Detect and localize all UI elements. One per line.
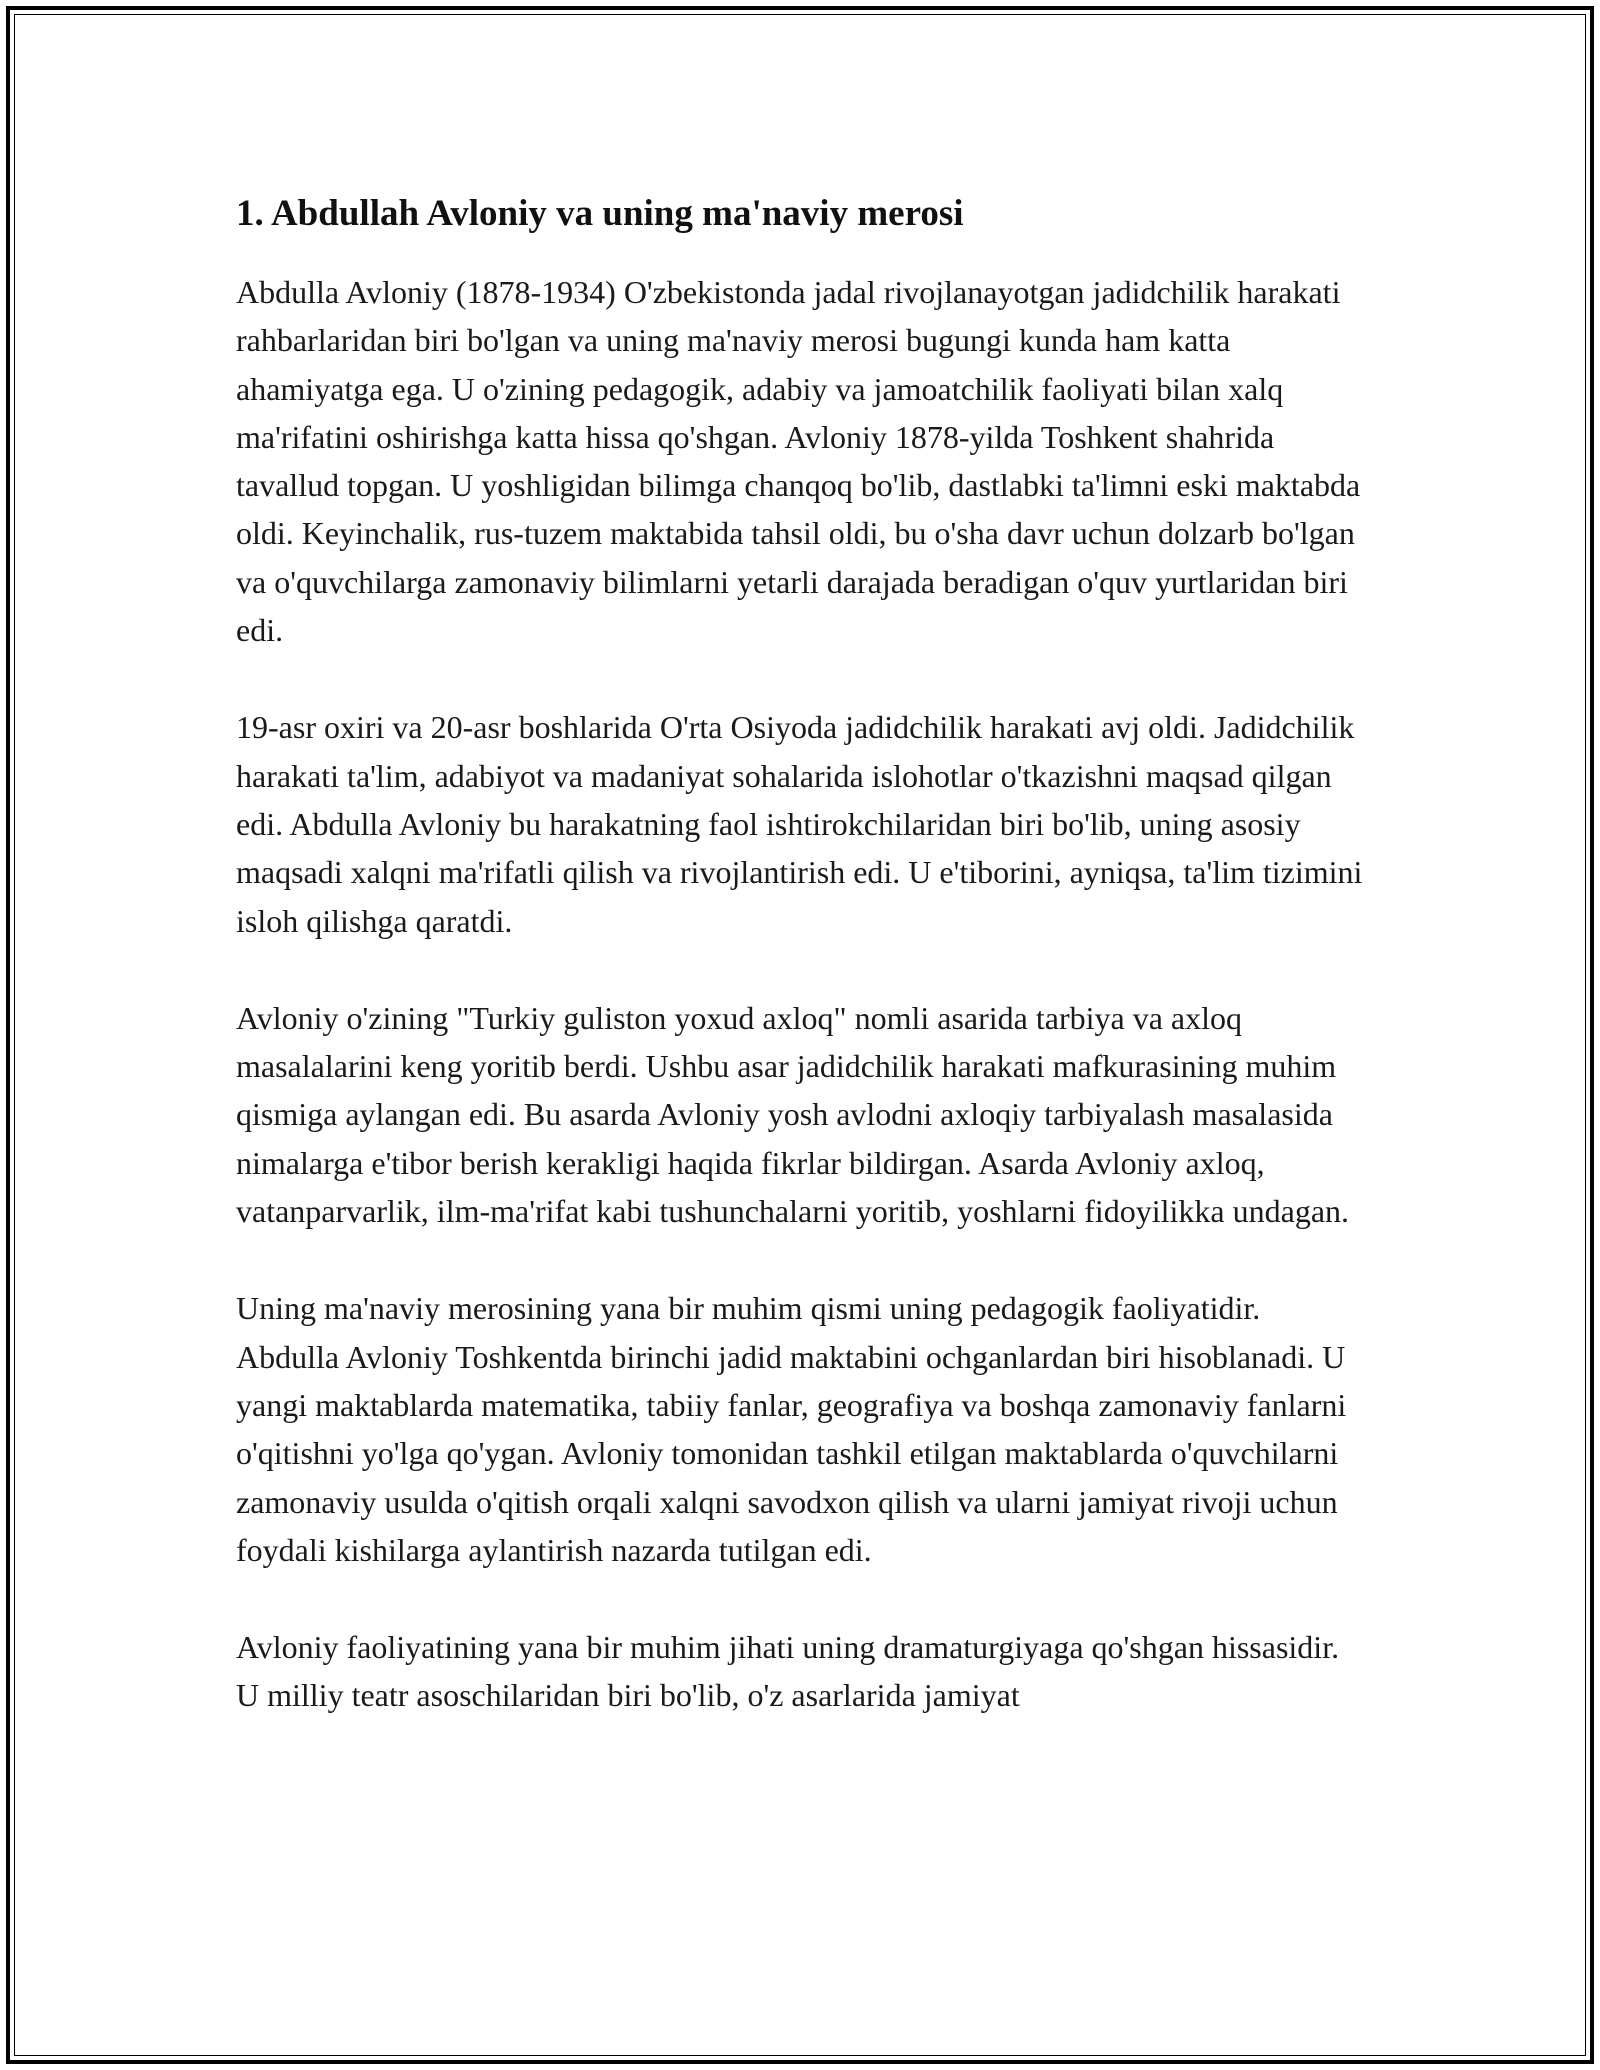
document-body [236, 188, 1366, 1720]
paragraph-4: Uning ma'naviy merosining yana bir muhim qismi uning pedagogik faoliyatidir. Abdulla Avloniy Toshkentda birinchi jadid maktabini ochganlardan biri hisoblanadi. U yangi maktablarda matematika, tabiiy fanlar, geografiya va boshqa zamonaviy fanlarni o'qitishni yo'lga qo'ygan. Avloniy tomonidan tashkil etilgan maktablarda o'quvchilarni zamonaviy usulda o'qitish orqali xalqni savodxon qilish va ularni jamiyat rivoji uchun foydali kishilarga aylantirish nazarda tutilgan edi. [236, 1290, 1347, 1568]
paragraph-2: 19-asr oxiri va 20-asr boshlarida O'rta Osiyoda jadidchilik harakati avj oldi. Jadidchilik harakati ta'lim, adabiyot va madaniyat sohalarida islohotlar o'tkazishni maqsad qilgan edi. Abdulla Avloniy bu harakatning faol ishtirokchilaridan biri bo'lib, uning asosiy maqsadi xalqni ma'rifatli qilish va rivojlantirish edi. U e'tiborini, ayniqsa, ta'lim tizimini isloh qilishga qaratdi. [236, 709, 1363, 939]
paragraph-5: Avloniy faoliyatining yana bir muhim jihati uning dramaturgiyaga qo'shgan hissasidir. U milliy teatr asoschilaridan biri bo'lib, o'z asarlarida jamiyat [236, 1629, 1340, 1714]
paragraph-3: Avloniy o'zining "Turkiy guliston yoxud axloq" nomli asarida tarbiya va axloq masalalarini keng yoritib berdi. Ushbu asar jadidchilik harakati mafkurasining muhim qismiga aylangan edi. Bu asarda Avloniy yosh avlodni axloqiy tarbiyalash masalasida nimalarga e'tibor berish kerakligi haqida fikrlar bildirgan. Asarda Avloniy axloq, vatanparvarlik, ilm-ma'rifat kabi tushunchalarni yoritib, yoshlarni fidoyilikka undagan. [236, 999, 1350, 1230]
section-heading: 1. Abdullah Avloniy va uning ma'naviy merosi [236, 193, 964, 234]
paragraph-1: Abdulla Avloniy (1878-1934) O'zbekistonda jadal rivojlanayotgan jadidchilik harakati rahbarlaridan biri bo'lgan va uning ma'naviy merosi bugungi kunda ham katta ahamiyatga ega. U o'zining pedagogik, adabiy va jamoatchilik faoliyati bilan xalq ma'rifatini oshirishga katta hissa qo'shgan. Avloniy 1878-yilda Toshkent shahrida tavallud topgan. U yoshligidan bilimga chanqoq bo'lib, dastlabki ta'limni eski maktabda oldi. Keyinchalik, rus-tuzem maktabida tahsil oldi, bu o'sha davr uchun dolzarb bo'lgan va o'quvchilarga zamonaviy bilimlarni yetarli darajada beradigan o'quv yurtlaridan biri edi. [236, 274, 1361, 649]
